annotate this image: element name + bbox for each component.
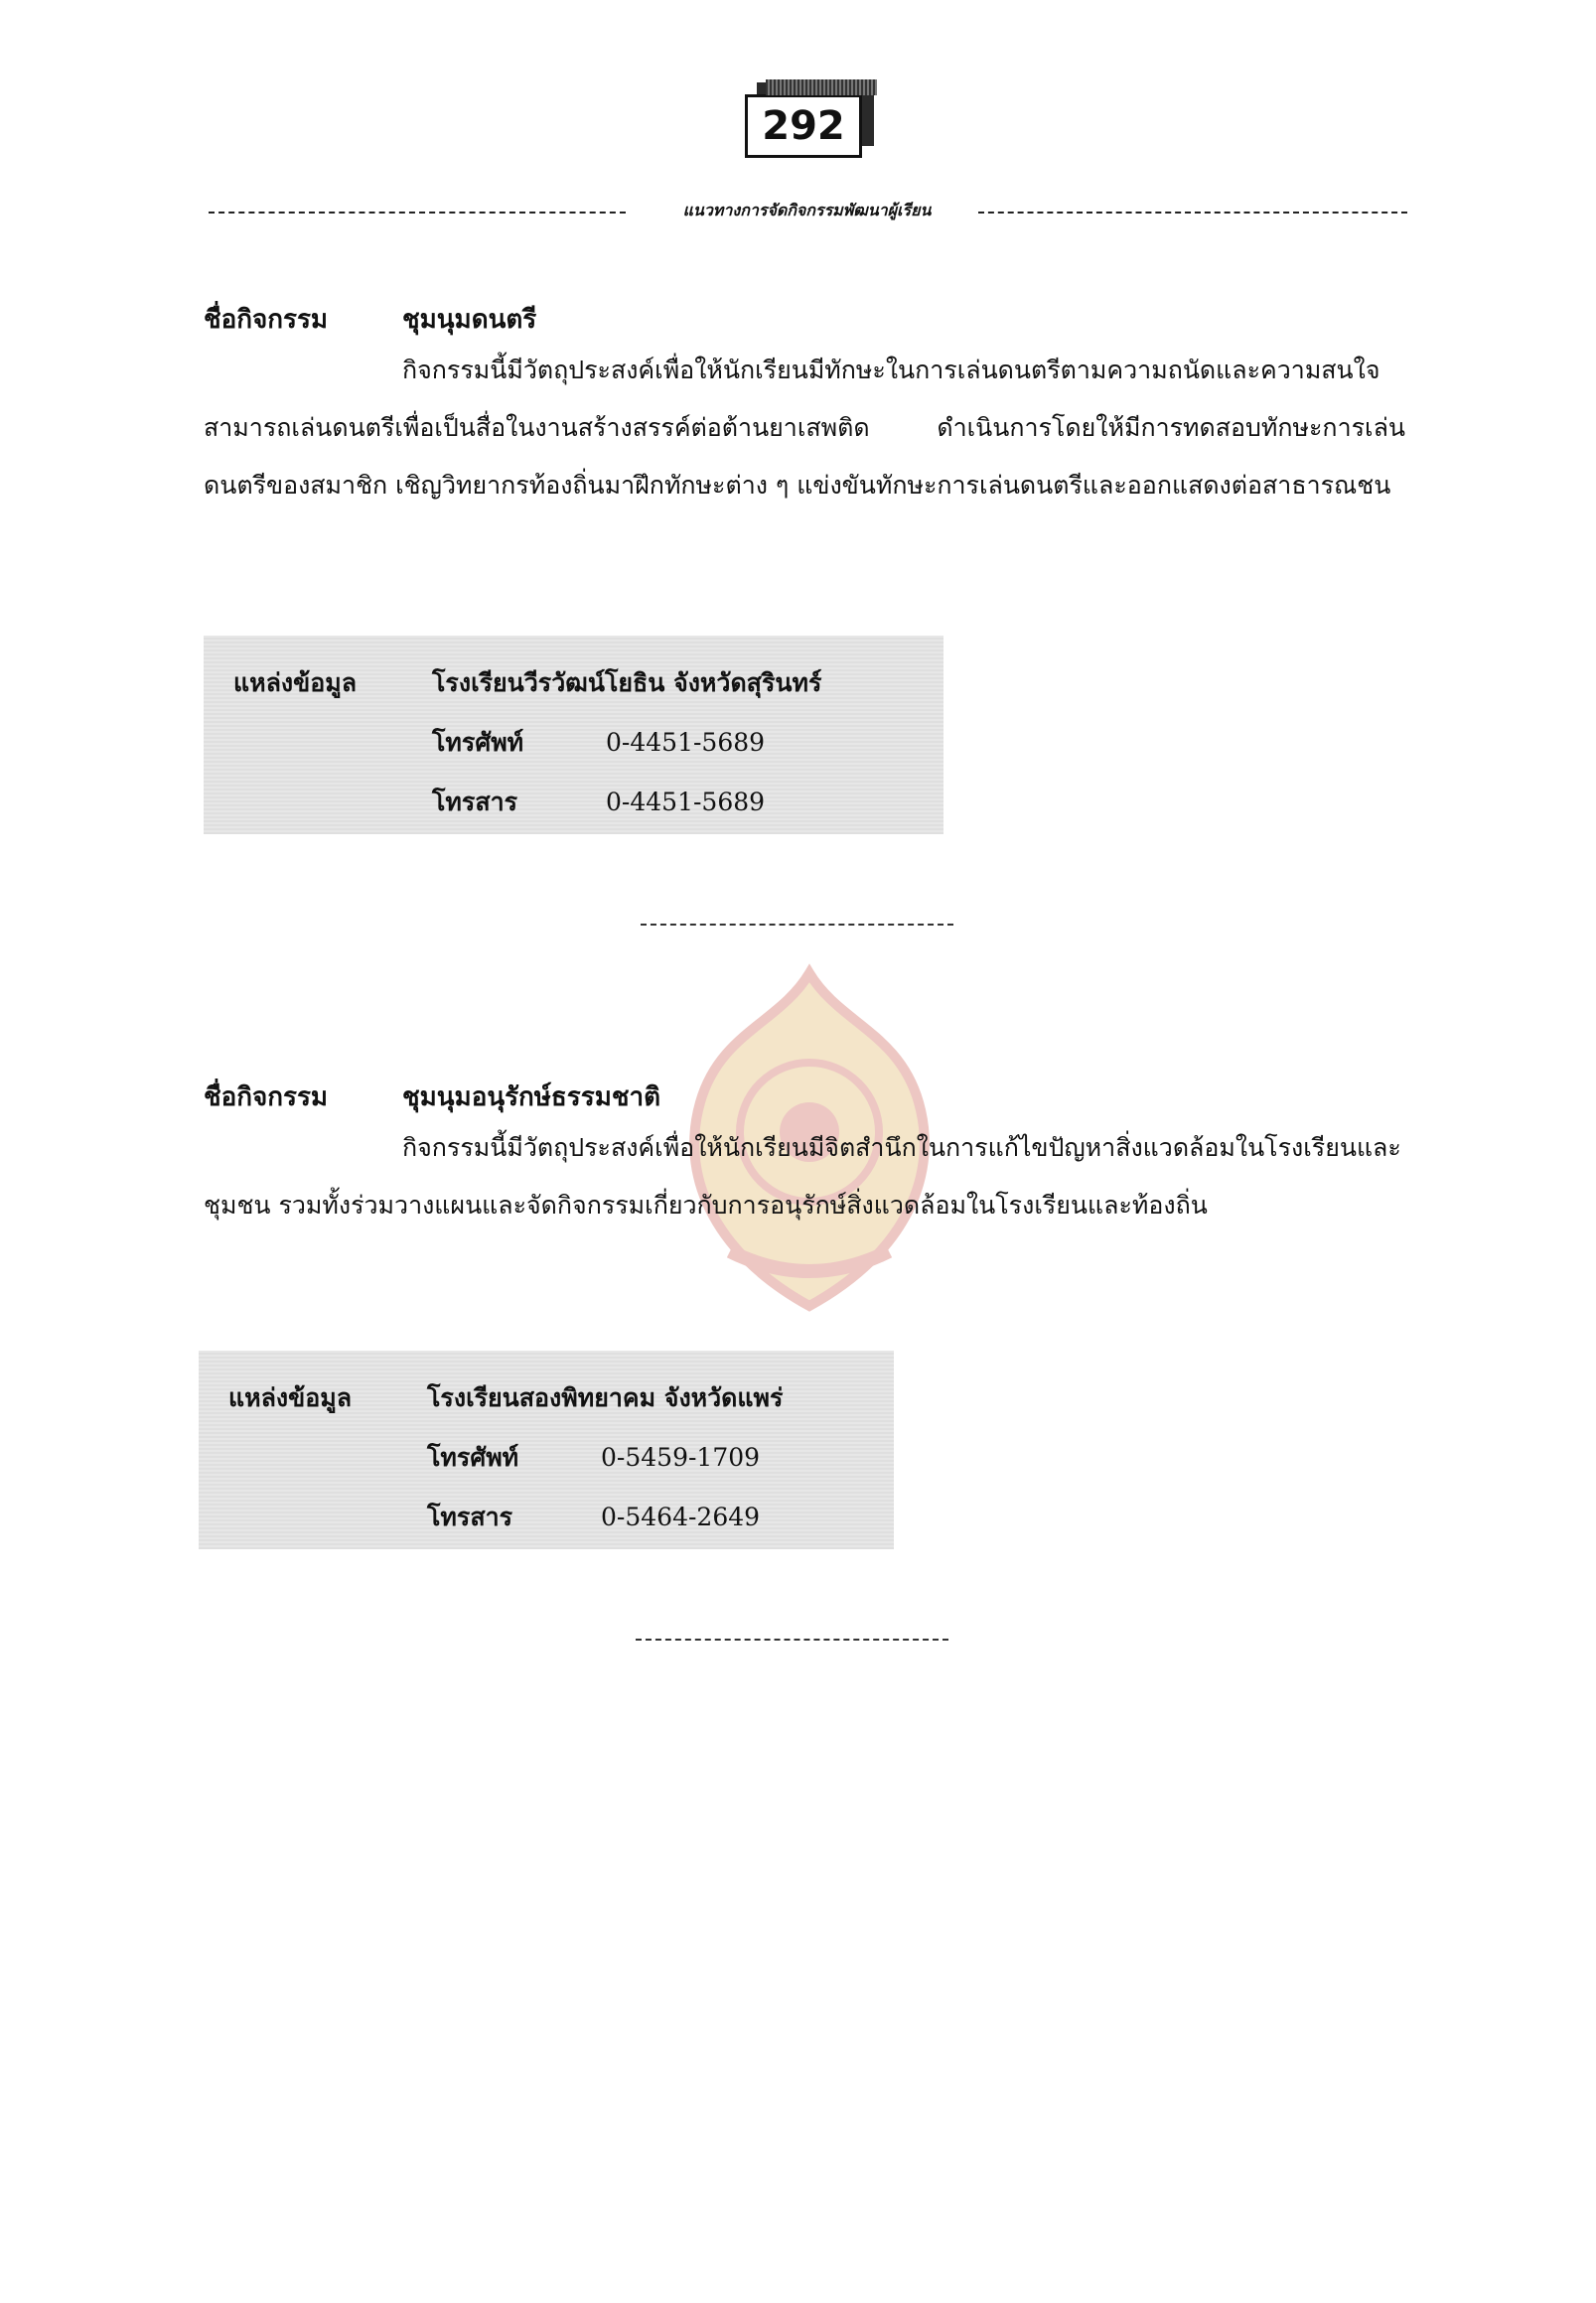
source-box-2 xyxy=(199,1351,894,1549)
fax-number: 0-4451-5689 xyxy=(606,788,766,816)
phone-number: 0-4451-5689 xyxy=(606,728,766,757)
source-label: แหล่งข้อมูล xyxy=(228,1383,353,1412)
activity-title-row xyxy=(204,300,1405,340)
phone-number: 0-5459-1709 xyxy=(601,1443,761,1472)
fax-row xyxy=(228,1488,894,1547)
activity-title-row xyxy=(204,1078,1405,1117)
fax-label: โทรสาร xyxy=(427,1503,513,1531)
phone-label: โทรศัพท์ xyxy=(427,1443,519,1472)
phone-row xyxy=(228,1428,894,1488)
header-rule-right xyxy=(978,212,1407,214)
fax-number: 0-5464-2649 xyxy=(601,1503,761,1531)
activity-description: กิจกรรมนี้มีวัตถุประสงค์เพื่อให้นักเรียนมีทักษะในการเล่นดนตรีตามความถนัดและความสนใจ สามารถเล่นดนตรีเพื่อเป็นสื่อในงานสร้างสรรค์ต่อต้านยาเสพติด ดำเนินการโดยให้มีการทดสอบทักษะการเล่นดนตรีของสมาชิก เชิญวิทยากรท้องถิ่นมาฝึกทักษะต่าง ๆ แข่งขันทักษะการเล่นดนตรีและออกแสดงต่อสาธารณชน xyxy=(204,356,1405,500)
fax-label: โทรสาร xyxy=(432,788,518,816)
source-row xyxy=(233,653,943,713)
source-box-1 xyxy=(204,636,943,834)
activity-name: ชุมนุมดนตรี xyxy=(402,305,537,335)
activity-1 xyxy=(204,300,1405,514)
phone-row xyxy=(233,713,943,773)
header-rule-left xyxy=(209,212,626,214)
header-caption: แนวทางการจัดกิจกรรมพัฒนาผู้เรียน xyxy=(682,201,932,219)
page-number: 292 xyxy=(745,94,862,158)
activity-description: กิจกรรมนี้มีวัตถุประสงค์เพื่อให้นักเรียนมีจิตสำนึกในการแก้ไขปัญหาสิ่งแวดล้อมในโรงเรียนและชุมชน รวมทั้งร่วมวางแผนและจัดกิจกรรมเกี่ยวกับการอนุรักษ์สิ่งแวดล้อมในโรงเรียนและท้องถิ่น xyxy=(204,1133,1401,1220)
source-school: โรงเรียนวีรวัฒน์โยธิน จังหวัดสุรินทร์ xyxy=(432,668,822,697)
fax-row xyxy=(233,773,943,832)
activity-name: ชุมนุมอนุรักษ์ธรรมชาติ xyxy=(402,1082,660,1112)
activity-name-label: ชื่อกิจกรรม xyxy=(204,1082,329,1112)
activity-2 xyxy=(204,1078,1405,1234)
source-label: แหล่งข้อมูล xyxy=(233,668,358,697)
phone-label: โทรศัพท์ xyxy=(432,728,524,757)
section-separator xyxy=(641,924,953,926)
section-separator xyxy=(636,1639,948,1641)
activity-name-label: ชื่อกิจกรรม xyxy=(204,305,329,335)
source-school: โรงเรียนสองพิทยาคม จังหวัดแพร่ xyxy=(427,1383,784,1412)
source-row xyxy=(228,1368,894,1428)
